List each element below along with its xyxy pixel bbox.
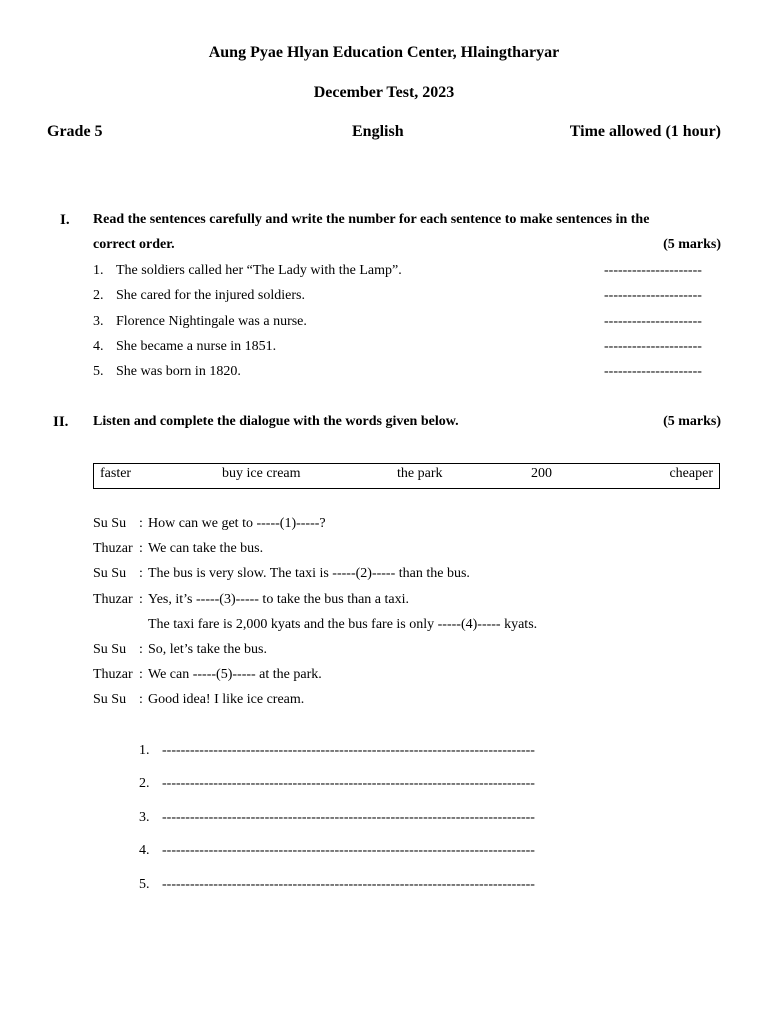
answer-line[interactable]: -------------------------------------------------------------------------------- [162,810,535,825]
answer-blank[interactable]: --------------------- [604,364,702,379]
school-title: Aung Pyae Hlyan Education Center, Hlaingtharyar [208,44,560,61]
dialogue-line: The taxi fare is 2,000 kyats and the bus fare is only -----(4)----- kyats. [148,617,538,632]
section-2-number: II. [53,414,69,430]
list-item-number: 3. [93,314,104,329]
dialogue-speaker: Thuzar [93,592,133,607]
answer-number: 1. [139,743,150,758]
dialogue-line: Good idea! I like ice cream. [148,692,305,707]
answer-line[interactable]: -------------------------------------------------------------------------------- [162,877,535,892]
answer-number: 4. [139,843,150,858]
section-2-marks: (5 marks) [663,414,721,429]
grade-label: Grade 5 [47,123,103,140]
answer-blank[interactable]: --------------------- [604,339,702,354]
dialogue-colon: : [139,692,143,707]
list-item-text: She cared for the injured soldiers. [116,288,305,303]
answer-blank[interactable]: --------------------- [604,314,702,329]
dialogue-colon: : [139,667,143,682]
answer-number: 3. [139,810,150,825]
list-item-number: 4. [93,339,104,354]
list-item-number: 5. [93,364,104,379]
subject-label: English [352,123,404,140]
list-item-text: The soldiers called her “The Lady with the Lamp”. [116,263,402,278]
word-bank-item: the park [397,466,443,481]
dialogue-line: We can -----(5)----- at the park. [148,667,322,682]
answer-line[interactable]: -------------------------------------------------------------------------------- [162,776,535,791]
list-item-text: She was born in 1820. [116,364,241,379]
dialogue-line: How can we get to -----(1)-----? [148,516,326,531]
word-bank-item: buy ice cream [222,466,301,481]
answer-blank[interactable]: --------------------- [604,263,702,278]
list-item-text: Florence Nightingale was a nurse. [116,314,307,329]
dialogue-speaker: Su Su [93,516,127,531]
section-1-instruction-cont: correct order. [93,237,175,252]
answer-number: 5. [139,877,150,892]
answer-line[interactable]: -------------------------------------------------------------------------------- [162,743,535,758]
dialogue-colon: : [139,566,143,581]
answer-number: 2. [139,776,150,791]
dialogue-line: So, let’s take the bus. [148,642,267,657]
dialogue-colon: : [139,642,143,657]
list-item-number: 1. [93,263,104,278]
dialogue-colon: : [139,541,143,556]
dialogue-line: The bus is very slow. The taxi is -----(2)----- than the bus. [148,566,470,581]
list-item-text: She became a nurse in 1851. [116,339,277,354]
answer-line[interactable]: -------------------------------------------------------------------------------- [162,843,535,858]
answer-blank[interactable]: --------------------- [604,288,702,303]
dialogue-speaker: Thuzar [93,667,133,682]
word-bank-item: cheaper [669,466,713,481]
time-allowed-label: Time allowed (1 hour) [569,123,721,140]
dialogue-colon: : [139,516,143,531]
dialogue-speaker: Su Su [93,692,127,707]
dialogue-line: Yes, it’s -----(3)----- to take the bus than a taxi. [148,592,410,607]
dialogue-line: We can take the bus. [148,541,264,556]
section-1-marks: (5 marks) [663,237,721,252]
dialogue-speaker: Thuzar [93,541,133,556]
test-title: December Test, 2023 [313,84,455,101]
dialogue-speaker: Su Su [93,642,127,657]
word-bank-box [93,463,720,489]
section-2-instruction: Listen and complete the dialogue with the words given below. [93,414,459,429]
dialogue-colon: : [139,592,143,607]
list-item-number: 2. [93,288,104,303]
word-bank-item: 200 [531,466,552,481]
word-bank-item: faster [100,466,132,481]
section-1-instruction: Read the sentences carefully and write the number for each sentence to make sentences in the [93,212,650,227]
dialogue-speaker: Su Su [93,566,127,581]
section-1-number: I. [60,212,70,228]
